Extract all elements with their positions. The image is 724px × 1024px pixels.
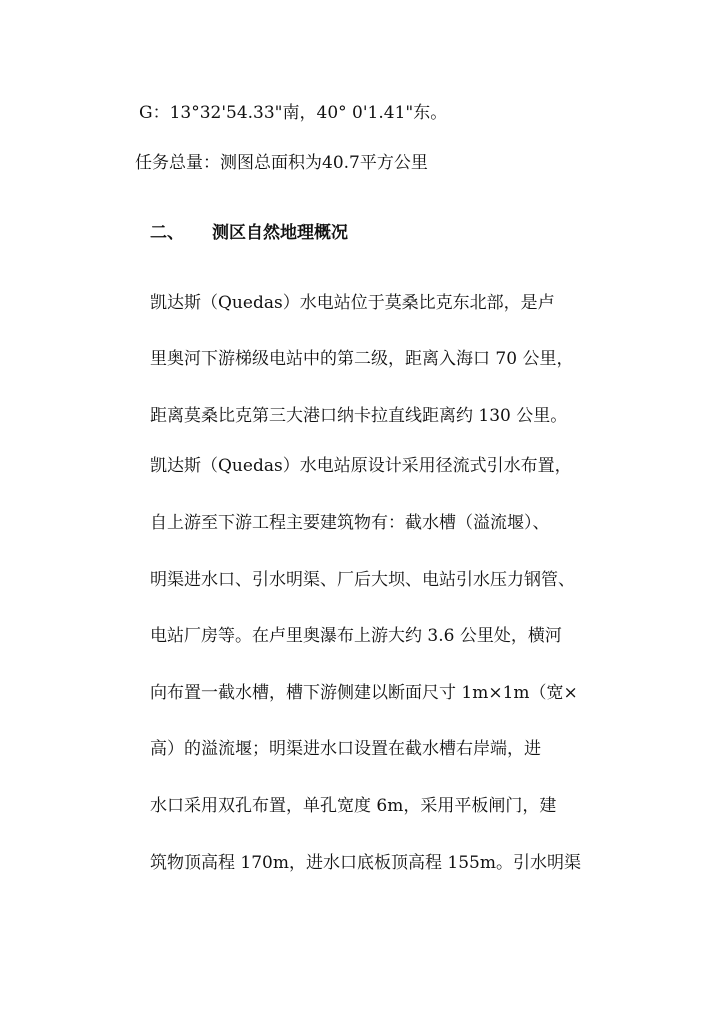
paragraph-line: 水口采用双孔布置，单孔宽度 6m，采用平板闸门，建 — [150, 796, 557, 816]
paragraph-line: 高）的溢流堰；明渠进水口设置在截水槽右岸端，进 — [150, 739, 541, 759]
coordinates-line: G：13°32'54.33"南，40° 0'1.41"东。 — [139, 103, 448, 123]
section-heading — [150, 222, 348, 244]
paragraph-line: 自上游至下游工程主要建筑物有：截水槽（溢流堰）、 — [150, 513, 550, 533]
paragraph-line: 向布置一截水槽，槽下游侧建以断面尺寸 1m×1m（宽× — [150, 683, 578, 703]
section-title: 测区自然地理概况 — [212, 223, 348, 243]
paragraph-line: 电站厂房等。在卢里奥瀑布上游大约 3.6 公里处，横河 — [150, 626, 562, 646]
paragraph-line: 筑物顶高程 170m，进水口底板顶高程 155m。引水明渠 — [150, 853, 581, 873]
paragraph-line: 凯达斯（Quedas）水电站位于莫桑比克东北部，是卢 — [150, 293, 555, 313]
paragraph-line: 凯达斯（Quedas）水电站原设计采用径流式引水布置， — [150, 456, 572, 476]
paragraph-line: 里奥河下游梯级电站中的第二级，距离入海口 70 公里， — [150, 349, 574, 369]
paragraph-line: 明渠进水口、引水明渠、厂后大坝、电站引水压力钢管、 — [150, 570, 575, 590]
section-number: 二、 — [150, 223, 184, 243]
task-total-line: 任务总量：测图总面积为40.7平方公里 — [135, 153, 428, 173]
paragraph-line: 距离莫桑比克第三大港口纳卡拉直线距离约 130 公里。 — [150, 406, 568, 426]
